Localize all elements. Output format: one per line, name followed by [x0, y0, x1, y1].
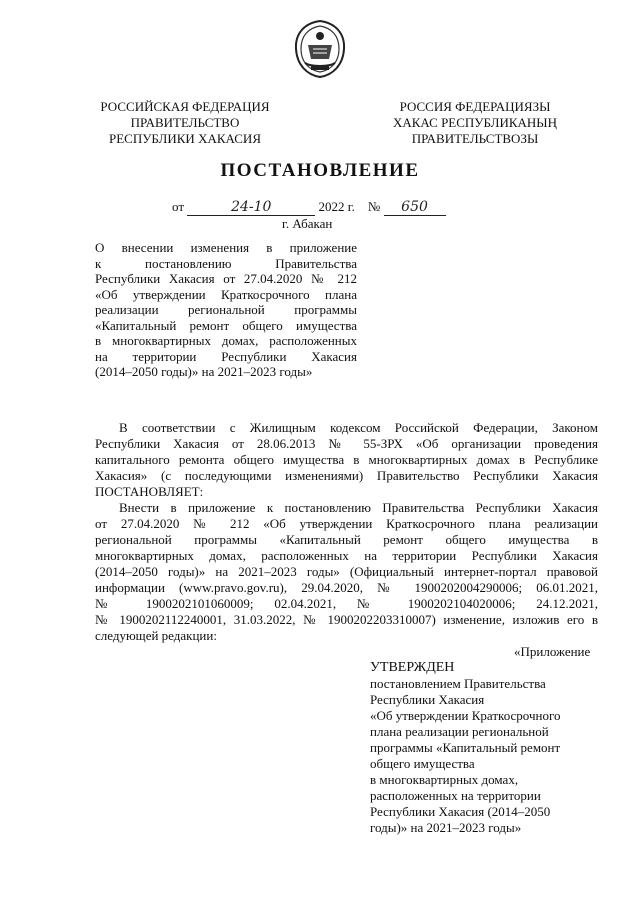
document-body — [95, 420, 598, 644]
handwritten-date: 24-10 — [187, 200, 315, 216]
approved-line: расположенных на территории — [370, 788, 541, 803]
body-line: информации (www.pravo.gov.ru), 29.04.2020, № 1900202004290006; 06.01.2021, — [95, 580, 598, 595]
body-line: (2014–2050 годы)» на 2021–2023 годы» (Официальный интернет-портал правовой — [95, 564, 598, 579]
handwritten-number: 650 — [384, 200, 446, 216]
subject-line: Республики Хакасия от 27.04.2020 № 212 — [95, 271, 357, 286]
body-line: Республики Хакасия от 28.06.2013 № 55-ЗРХ «Об организации проведения — [95, 436, 598, 451]
subject-line: (2014–2050 годы)» на 2021–2023 годы» — [95, 364, 313, 379]
body-line: № 1900202101060009; 02.04.2021, № 1900202104020006; 24.12.2021, — [95, 596, 598, 611]
subject-line: «Капитальный ремонт общего имущества — [95, 317, 357, 333]
approved-line: Республики Хакасия (2014–2050 — [370, 804, 551, 819]
paragraph-2 — [95, 500, 598, 644]
body-line: капитального ремонта общего имущества в многоквартирных домах в Республике — [95, 452, 598, 467]
body-line: ПОСТАНОВЛЯЕТ: — [95, 484, 204, 499]
approved-line: «Об утверждении Краткосрочного — [370, 708, 561, 723]
year-label: 2022 г. — [318, 199, 355, 214]
approved-title: УТВЕРЖДЕН — [370, 660, 455, 675]
approved-line: Республики Хакасия — [370, 692, 485, 707]
approved-line: годы)» на 2021–2023 годы» — [370, 820, 522, 835]
subject-block — [95, 240, 357, 380]
header-left-line: РЕСПУБЛИКИ ХАКАСИЯ — [108, 131, 261, 146]
header-right-line: ХАКАС РЕСПУБЛИКАНЫҢ — [392, 115, 558, 130]
approved-line: постановлением Правительства — [370, 676, 546, 691]
subject-line: на территории Республики Хакасия — [95, 348, 357, 364]
header-left — [80, 99, 290, 147]
number-label: № — [367, 199, 381, 214]
document-title: ПОСТАНОВЛЕНИЕ — [220, 160, 420, 181]
city: г. Абакан — [282, 216, 333, 231]
header-right-line: РОССИЯ ФЕДЕРАЦИЯЗЫ — [399, 99, 551, 114]
header-right-line: ПРАВИТЕЛЬСТВОЗЫ — [411, 131, 539, 146]
header-right — [370, 99, 580, 147]
approved-line: плана реализации региональной — [370, 724, 549, 739]
approved-line: в многоквартирных домах, — [370, 772, 519, 787]
approved-line: общего имущества — [370, 756, 475, 771]
from-label: от — [172, 199, 185, 214]
body-line: от 27.04.2020 № 212 «Об утверждении Краткосрочного плана реализации — [95, 516, 598, 531]
paragraph-1 — [95, 420, 598, 500]
subject-line: О внесении изменения в приложение — [95, 240, 357, 255]
subject-line: реализации региональной программы — [95, 302, 357, 317]
subject-line: «Об утверждении Краткосрочного плана — [95, 286, 357, 302]
body-line: региональной программы «Капитальный ремонт общего имущества в — [95, 532, 598, 547]
header-left-line: ПРАВИТЕЛЬСТВО — [130, 115, 240, 130]
header-left-line: РОССИЙСКАЯ ФЕДЕРАЦИЯ — [100, 99, 270, 114]
appendix-label: «Приложение — [514, 644, 591, 659]
body-line: В соответствии с Жилищным кодексом Российской Федерации, Законом — [119, 420, 598, 435]
body-line: Хакасия» (с последующими изменениями) Правительство Республики Хакасия — [95, 468, 598, 483]
subject-line: в многоквартирных домах, расположенных — [95, 333, 357, 348]
date-number-line — [172, 199, 446, 216]
approved-line: программы «Капитальный ремонт — [370, 740, 561, 755]
body-line: следующей редакции: — [95, 628, 217, 643]
approved-block — [370, 660, 600, 836]
khakassia-emblem-icon — [293, 19, 347, 79]
subject-line: к постановлению Правительства — [95, 255, 357, 271]
body-line: Внести в приложение к постановлению Правительства Республики Хакасия — [119, 500, 598, 515]
body-line: многоквартирных домах, расположенных на территории Республики Хакасия — [95, 548, 598, 563]
body-line: № 1900202112240001, 31.03.2022, № 1900202203310007) изменение, изложив его в — [95, 612, 598, 627]
